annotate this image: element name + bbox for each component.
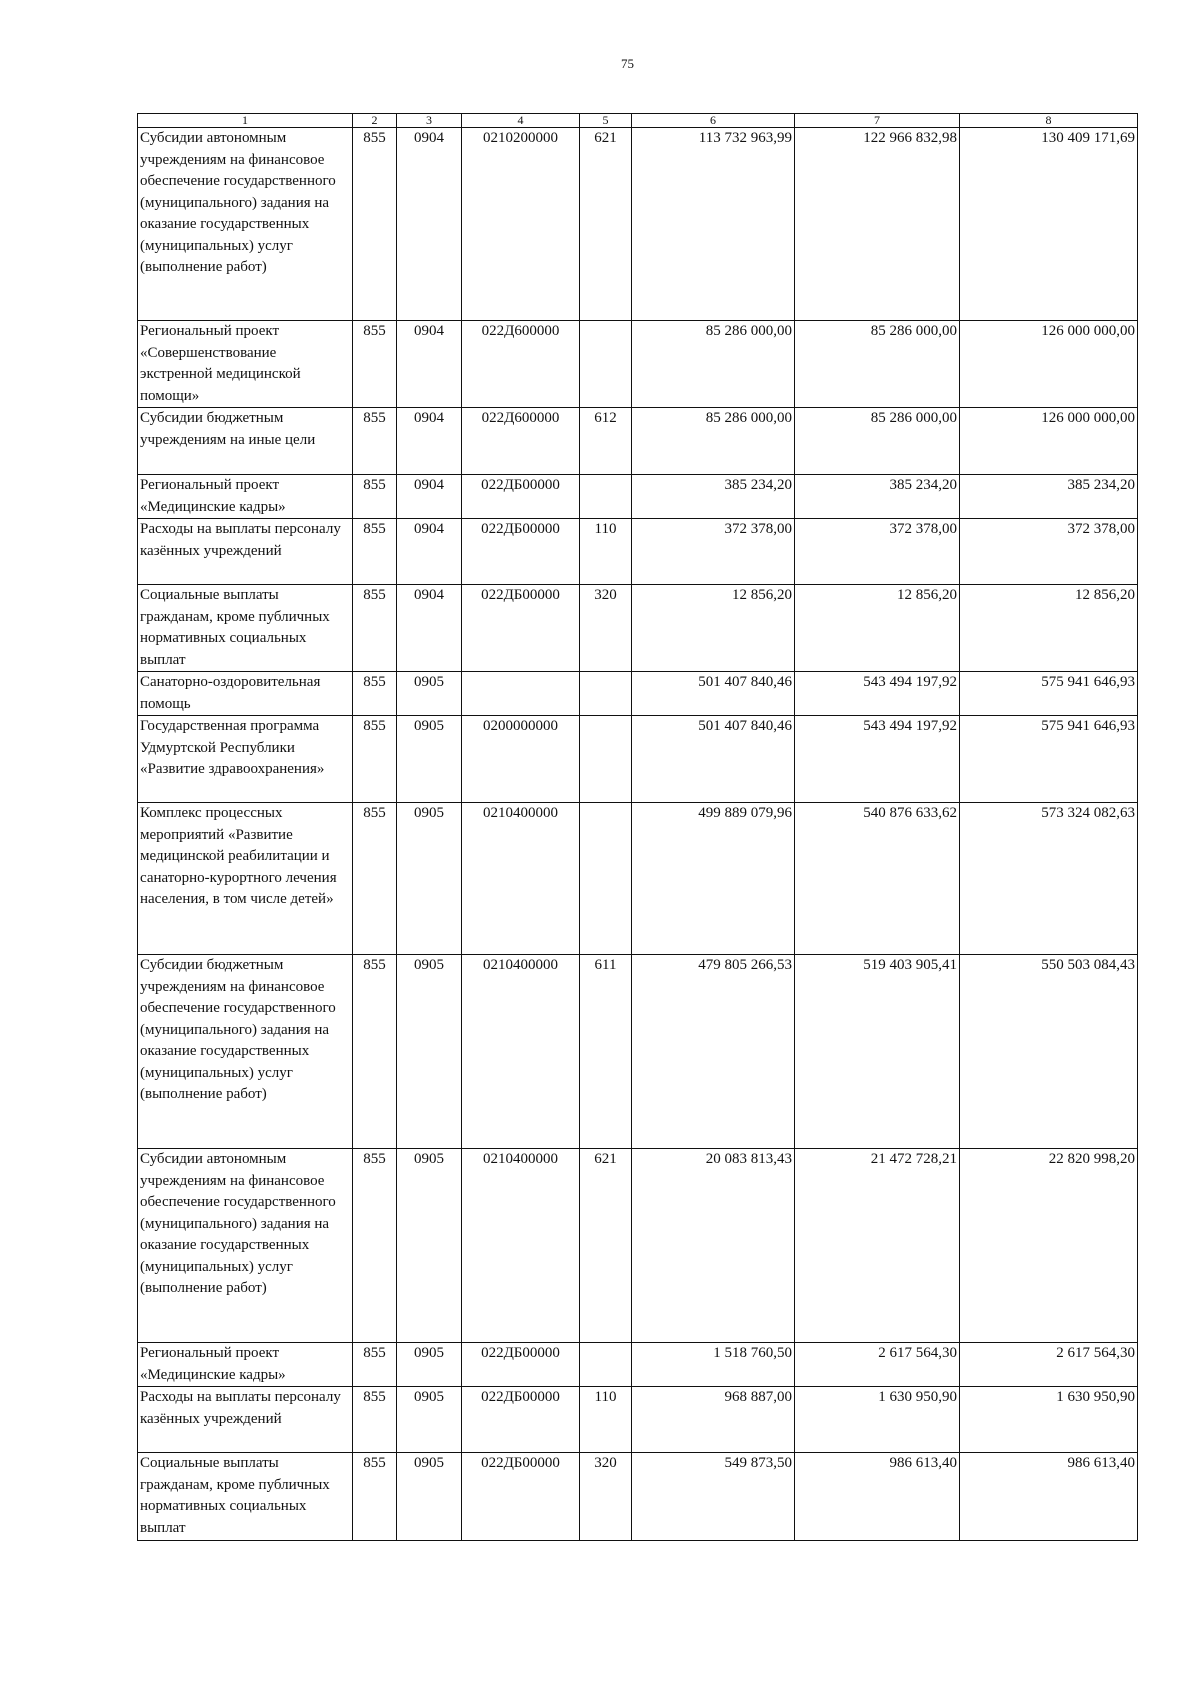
row-expense-type: 621 (580, 128, 632, 321)
row-section: 0904 (397, 128, 462, 321)
row-amount-year1: 549 873,50 (632, 1453, 795, 1541)
row-amount-year3: 126 000 000,00 (960, 321, 1138, 408)
row-section: 0905 (397, 1453, 462, 1541)
row-section: 0904 (397, 408, 462, 475)
row-target-article: 022ДБ00000 (462, 1453, 580, 1541)
row-name: Социальные выплаты гражданам, кроме публичных нормативных социальных выплат (138, 1453, 353, 1541)
row-department: 855 (353, 672, 397, 716)
column-header-5: 5 (580, 114, 632, 128)
row-target-article: 022Д600000 (462, 321, 580, 408)
row-section: 0905 (397, 672, 462, 716)
row-section: 0905 (397, 955, 462, 1149)
row-section: 0905 (397, 1149, 462, 1343)
row-amount-year2: 543 494 197,92 (795, 716, 960, 803)
table-row (138, 585, 1138, 672)
row-section: 0905 (397, 716, 462, 803)
row-target-article: 0200000000 (462, 716, 580, 803)
row-department: 855 (353, 716, 397, 803)
table-row (138, 716, 1138, 803)
row-amount-year2: 519 403 905,41 (795, 955, 960, 1149)
row-department: 855 (353, 519, 397, 585)
row-expense-type: 612 (580, 408, 632, 475)
row-target-article: 022Д600000 (462, 408, 580, 475)
row-expense-type: 110 (580, 519, 632, 585)
row-amount-year1: 1 518 760,50 (632, 1343, 795, 1387)
row-amount-year3: 986 613,40 (960, 1453, 1138, 1541)
row-amount-year1: 501 407 840,46 (632, 716, 795, 803)
row-amount-year2: 385 234,20 (795, 475, 960, 519)
row-expense-type: 621 (580, 1149, 632, 1343)
row-department: 855 (353, 408, 397, 475)
row-target-article: 022ДБ00000 (462, 519, 580, 585)
row-amount-year2: 2 617 564,30 (795, 1343, 960, 1387)
page-number: 75 (621, 56, 634, 71)
row-name: Субсидии автономным учреждениям на финансовое обеспечение государственного (муниципального) задания на оказание государственных (муниципальных) услуг (выполнение работ) (138, 128, 353, 321)
row-department: 855 (353, 1453, 397, 1541)
column-header-8: 8 (960, 114, 1138, 128)
row-amount-year3: 1 630 950,90 (960, 1387, 1138, 1453)
column-header-6: 6 (632, 114, 795, 128)
row-amount-year1: 499 889 079,96 (632, 803, 795, 955)
row-name: Субсидии бюджетным учреждениям на финансовое обеспечение государственного (муниципального) задания на оказание государственных (муниципальных) услуг (выполнение работ) (138, 955, 353, 1149)
row-section: 0904 (397, 321, 462, 408)
row-section: 0904 (397, 475, 462, 519)
row-name: Расходы на выплаты персоналу казённых учреждений (138, 519, 353, 585)
row-name: Субсидии бюджетным учреждениям на иные цели (138, 408, 353, 475)
row-name: Комплекс процессных мероприятий «Развитие медицинской реабилитации и санаторно-курортного лечения населения, в том числе детей» (138, 803, 353, 955)
row-name: Региональный проект «Медицинские кадры» (138, 475, 353, 519)
row-target-article: 0210400000 (462, 1149, 580, 1343)
row-section: 0905 (397, 803, 462, 955)
row-amount-year3: 126 000 000,00 (960, 408, 1138, 475)
row-target-article: 0210400000 (462, 803, 580, 955)
row-amount-year2: 540 876 633,62 (795, 803, 960, 955)
row-amount-year3: 22 820 998,20 (960, 1149, 1138, 1343)
table-row (138, 672, 1138, 716)
table-row (138, 475, 1138, 519)
row-amount-year1: 12 856,20 (632, 585, 795, 672)
column-header-4: 4 (462, 114, 580, 128)
row-amount-year1: 501 407 840,46 (632, 672, 795, 716)
row-amount-year2: 543 494 197,92 (795, 672, 960, 716)
column-number-row (138, 114, 1138, 128)
row-target-article: 022ДБ00000 (462, 475, 580, 519)
table-row (138, 1453, 1138, 1541)
row-name: Региональный проект «Медицинские кадры» (138, 1343, 353, 1387)
row-amount-year2: 85 286 000,00 (795, 321, 960, 408)
row-department: 855 (353, 1387, 397, 1453)
row-expense-type: 320 (580, 1453, 632, 1541)
row-amount-year3: 12 856,20 (960, 585, 1138, 672)
row-amount-year2: 12 856,20 (795, 585, 960, 672)
row-amount-year1: 85 286 000,00 (632, 408, 795, 475)
row-amount-year2: 85 286 000,00 (795, 408, 960, 475)
table-row (138, 128, 1138, 321)
row-target-article: 0210400000 (462, 955, 580, 1149)
row-department: 855 (353, 321, 397, 408)
row-expense-type: 320 (580, 585, 632, 672)
row-department: 855 (353, 955, 397, 1149)
row-department: 855 (353, 803, 397, 955)
row-amount-year1: 113 732 963,99 (632, 128, 795, 321)
row-expense-type (580, 321, 632, 408)
row-target-article: 0210200000 (462, 128, 580, 321)
table-row (138, 1343, 1138, 1387)
column-header-2: 2 (353, 114, 397, 128)
row-target-article: 022ДБ00000 (462, 585, 580, 672)
column-header-3: 3 (397, 114, 462, 128)
row-expense-type (580, 716, 632, 803)
row-amount-year2: 1 630 950,90 (795, 1387, 960, 1453)
row-name: Региональный проект «Совершенствование экстренной медицинской помощи» (138, 321, 353, 408)
row-amount-year3: 575 941 646,93 (960, 672, 1138, 716)
row-name: Социальные выплаты гражданам, кроме публичных нормативных социальных выплат (138, 585, 353, 672)
row-name: Государственная программа Удмуртской Республики «Развитие здравоохранения» (138, 716, 353, 803)
row-department: 855 (353, 1149, 397, 1343)
column-header-7: 7 (795, 114, 960, 128)
row-name: Расходы на выплаты персоналу казённых учреждений (138, 1387, 353, 1453)
row-expense-type (580, 475, 632, 519)
row-section: 0904 (397, 585, 462, 672)
budget-table (137, 113, 1138, 1541)
row-target-article: 022ДБ00000 (462, 1343, 580, 1387)
row-target-article (462, 672, 580, 716)
row-target-article: 022ДБ00000 (462, 1387, 580, 1453)
row-name: Санаторно-оздоровительная помощь (138, 672, 353, 716)
row-amount-year2: 372 378,00 (795, 519, 960, 585)
table-row (138, 321, 1138, 408)
row-expense-type: 110 (580, 1387, 632, 1453)
row-amount-year3: 2 617 564,30 (960, 1343, 1138, 1387)
row-amount-year2: 986 613,40 (795, 1453, 960, 1541)
row-section: 0904 (397, 519, 462, 585)
row-expense-type (580, 672, 632, 716)
row-amount-year2: 21 472 728,21 (795, 1149, 960, 1343)
row-department: 855 (353, 128, 397, 321)
row-amount-year3: 130 409 171,69 (960, 128, 1138, 321)
row-amount-year1: 385 234,20 (632, 475, 795, 519)
row-expense-type: 611 (580, 955, 632, 1149)
row-department: 855 (353, 1343, 397, 1387)
column-header-1: 1 (138, 114, 353, 128)
table-row (138, 408, 1138, 475)
row-amount-year3: 575 941 646,93 (960, 716, 1138, 803)
row-amount-year1: 968 887,00 (632, 1387, 795, 1453)
row-amount-year3: 372 378,00 (960, 519, 1138, 585)
row-amount-year1: 20 083 813,43 (632, 1149, 795, 1343)
row-amount-year3: 550 503 084,43 (960, 955, 1138, 1149)
table-row (138, 803, 1138, 955)
row-department: 855 (353, 475, 397, 519)
row-amount-year3: 573 324 082,63 (960, 803, 1138, 955)
row-expense-type (580, 803, 632, 955)
row-amount-year1: 479 805 266,53 (632, 955, 795, 1149)
row-amount-year2: 122 966 832,98 (795, 128, 960, 321)
row-expense-type (580, 1343, 632, 1387)
row-department: 855 (353, 585, 397, 672)
table-row (138, 1387, 1138, 1453)
row-name: Субсидии автономным учреждениям на финансовое обеспечение государственного (муниципального) задания на оказание государственных (муниципальных) услуг (выполнение работ) (138, 1149, 353, 1343)
row-section: 0905 (397, 1343, 462, 1387)
row-amount-year3: 385 234,20 (960, 475, 1138, 519)
row-amount-year1: 85 286 000,00 (632, 321, 795, 408)
table-row (138, 1149, 1138, 1343)
row-section: 0905 (397, 1387, 462, 1453)
table-row (138, 955, 1138, 1149)
row-amount-year1: 372 378,00 (632, 519, 795, 585)
table-row (138, 519, 1138, 585)
